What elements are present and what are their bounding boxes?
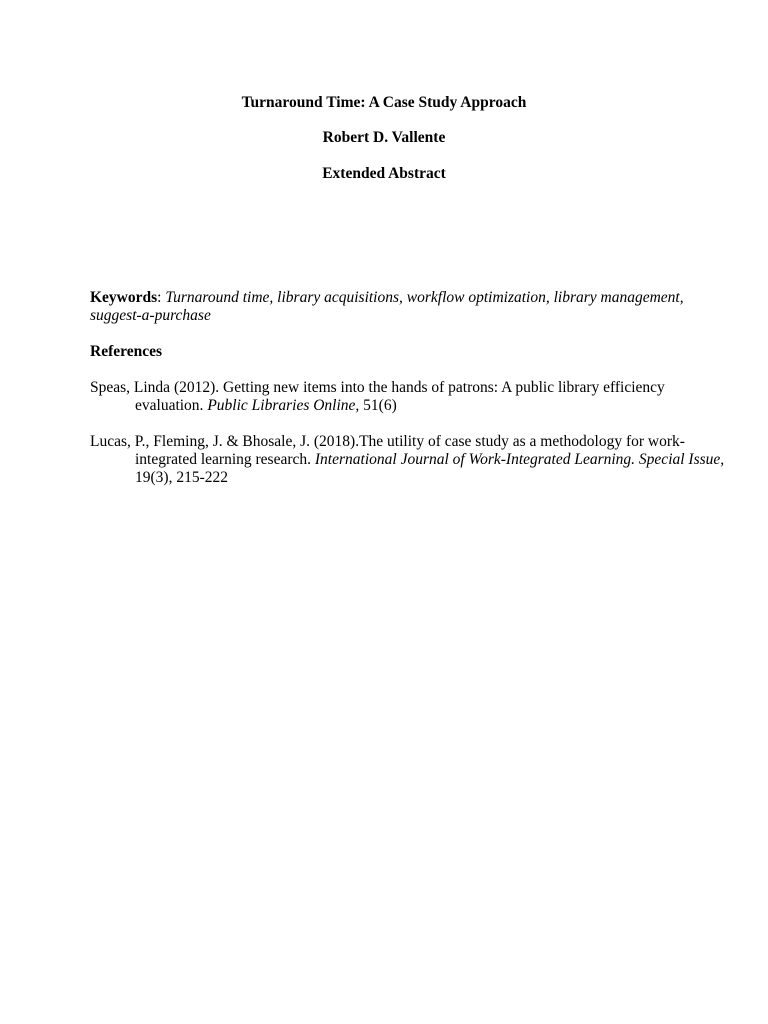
keywords-paragraph bbox=[90, 289, 690, 325]
reference-item bbox=[90, 379, 730, 415]
reference-lead: Speas, Linda (2012). Getting new items into the hands of patrons: A public library efficiency evaluation. bbox=[90, 379, 665, 414]
reference-source: Public Libraries Online, bbox=[207, 397, 360, 414]
document-title: Turnaround Time: A Case Study Approach bbox=[241, 94, 527, 111]
abstract-label: Extended Abstract bbox=[322, 165, 446, 182]
keywords-separator: : bbox=[157, 289, 166, 306]
references-heading: References bbox=[90, 343, 163, 360]
reference-item bbox=[90, 433, 730, 487]
reference-source: International Journal of Work-Integrated Learning. Special Issue, bbox=[314, 451, 725, 468]
keywords-label: Keywords bbox=[90, 289, 158, 306]
reference-tail: 51(6) bbox=[359, 397, 397, 414]
reference-tail: 19(3), 215-222 bbox=[135, 469, 228, 486]
reference-lead: Lucas, P., Fleming, J. & Bhosale, J. (2018).The utility of case study as a methodology for work-integrated learning research. bbox=[90, 433, 685, 468]
document-author: Robert D. Vallente bbox=[322, 129, 446, 146]
keywords-text: Turnaround time, library acquisitions, workflow optimization, library management, suggest-a-purchase bbox=[90, 289, 684, 324]
